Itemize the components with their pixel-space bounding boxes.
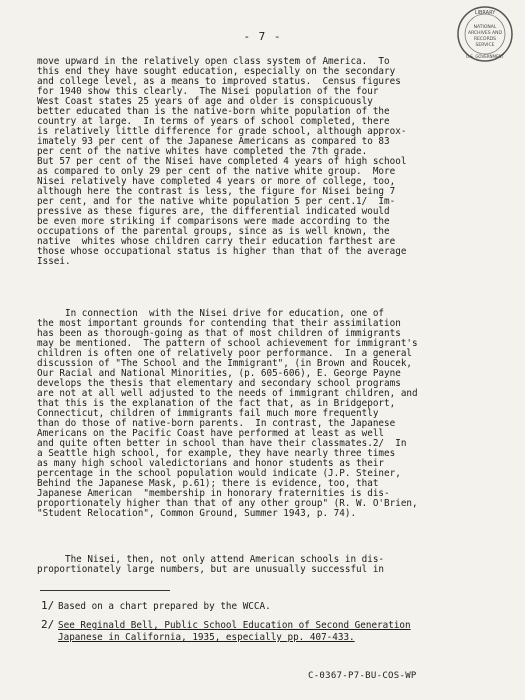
paragraph2-line: Our Racial and National Minorities, (p. 605-606), E. George Payne	[37, 368, 401, 379]
paragraph1-line: be even more striking if comparisons were made according to the	[37, 216, 390, 227]
footnote-text: Based on a chart prepared by the WCCA.	[58, 601, 271, 612]
paragraph2-line: may be mentioned. The pattern of school achievement for immigrant's	[37, 338, 418, 349]
footnote-marker: 1/	[41, 599, 55, 612]
paragraph1-line: per cent of the native whites have completed the 7th grade.	[37, 146, 368, 157]
paragraph2-line: are not at all well adjusted to the needs of immigrant children, and	[37, 388, 418, 399]
paragraph2-line: children is often one of relatively poor performance. In a general	[37, 348, 413, 359]
paragraph3-line: The Nisei, then, not only attend American schools in dis-	[37, 554, 385, 565]
paragraph2-line: In connection with the Nisei drive for education, one of	[37, 308, 385, 319]
paragraph1-line: imately 93 per cent of the Japanese Americans as compared to 83	[37, 136, 390, 147]
paragraph1-line: pressive as these figures are, the differential indicated would	[37, 206, 390, 217]
paragraph1-line: as compared to only 29 per cent of the native white group. More	[37, 166, 396, 177]
svg-text:NATIONAL: NATIONAL	[473, 25, 497, 30]
paragraph1-line: Issei.	[37, 256, 71, 267]
paragraph2-line: and quite often better in school than have their classmates.2/ In	[37, 438, 407, 449]
paragraph1-line: per cent, and for the native white population 5 per cent.1/ Im-	[37, 196, 396, 207]
svg-text:ARCHIVES AND: ARCHIVES AND	[468, 31, 502, 36]
svg-text:U.S. GOVERNMENT: U.S. GOVERNMENT	[466, 54, 504, 59]
paragraph2-line: "Student Relocation", Common Ground, Summer 1943, p. 74).	[37, 508, 357, 519]
paragraph2-line: has been as thorough-going as that of most children of immigrants	[37, 328, 401, 339]
paragraph2-line: than do those of native-born parents. In contrast, the Japanese	[37, 418, 396, 429]
paragraph2-line: develops the thesis that elementary and secondary school programs	[37, 378, 401, 389]
footnote-divider	[40, 590, 170, 591]
footnote-text: See Reginald Bell, Public School Education of Second Generation	[58, 620, 411, 631]
paragraph1-line: this end they have sought education, especially on the secondary	[37, 66, 396, 77]
paragraph1-line: West Coast states 25 years of age and older is conspicuously	[37, 96, 373, 107]
paragraph3-line: proportionately large numbers, but are unusually successful in	[37, 564, 385, 575]
paragraph2-line: a Seattle high school, for example, they have nearly three times	[37, 448, 396, 459]
paragraph2-line: Americans on the Pacific Coast have performed at least as well	[37, 428, 385, 439]
paragraph1-line: But 57 per cent of the Nisei have completed 4 years of high school	[37, 156, 407, 167]
paragraph1-line: country at large. In terms of years of school completed, there	[37, 116, 390, 127]
paragraph2-line: Connecticut, children of immigrants fail much more frequently	[37, 408, 379, 419]
paragraph1-line: is relatively little difference for grade school, although approx-	[37, 126, 407, 137]
paragraph1-line: occupations of the parental groups, since as is well known, the	[37, 226, 390, 237]
footnote-text: Japanese in California, 1935, especially pp. 407-433.	[58, 632, 355, 643]
footnote-marker: 2/	[41, 618, 55, 631]
paragraph2-line: proportionately higher than that of any other group" (R. W. O'Brien,	[37, 498, 418, 509]
svg-text:RECORDS: RECORDS	[473, 37, 497, 42]
paragraph2-line: that this is the explanation of the fact that, as in Bridgeport,	[37, 398, 396, 409]
paragraph1-line: move upward in the relatively open class system of America. To	[37, 56, 390, 67]
paragraph2-line: the most important grounds for contending that their assimilation	[37, 318, 401, 329]
paragraph2-line: percentage in the school population would indicate (J.P. Steiner,	[37, 468, 401, 479]
paragraph1-line: although here the contrast is less, the figure for Nisei being 7	[37, 186, 396, 197]
archive-stamp	[455, 4, 515, 64]
paragraph2-line: as many high school valedictorians and honor students as their	[37, 458, 385, 469]
paragraph1-line: better educated than is the native-born white population of the	[37, 106, 390, 117]
paragraph2-line: Behind the Japanese Mask, p.61); there is evidence, too, that	[37, 478, 379, 489]
svg-text:LIBRARY: LIBRARY	[474, 10, 496, 16]
paragraph1-line: and college level, as a means to improved status. Census figures	[37, 76, 401, 87]
paragraph1-line: for 1940 show this clearly. The Nisei population of the four	[37, 86, 379, 97]
page-number: - 7 -	[243, 30, 282, 43]
paragraph1-line: those whose occupational status is higher than that of the average	[37, 246, 407, 257]
paragraph1-line: native whites whose children carry their education farthest are	[37, 236, 396, 247]
paragraph2-line: Japanese American "membership in honorary fraternities is dis-	[37, 488, 390, 499]
paragraph1-line: Nisei relatively have completed 4 years or more of college, too,	[37, 176, 396, 187]
document-id: C-0367-P7-BU-COS-WP	[308, 671, 417, 681]
paragraph2-line: discussion of "The School and the Immigrant", (in Brown and Roucek,	[37, 358, 413, 369]
svg-text:SERVICE: SERVICE	[475, 43, 495, 48]
